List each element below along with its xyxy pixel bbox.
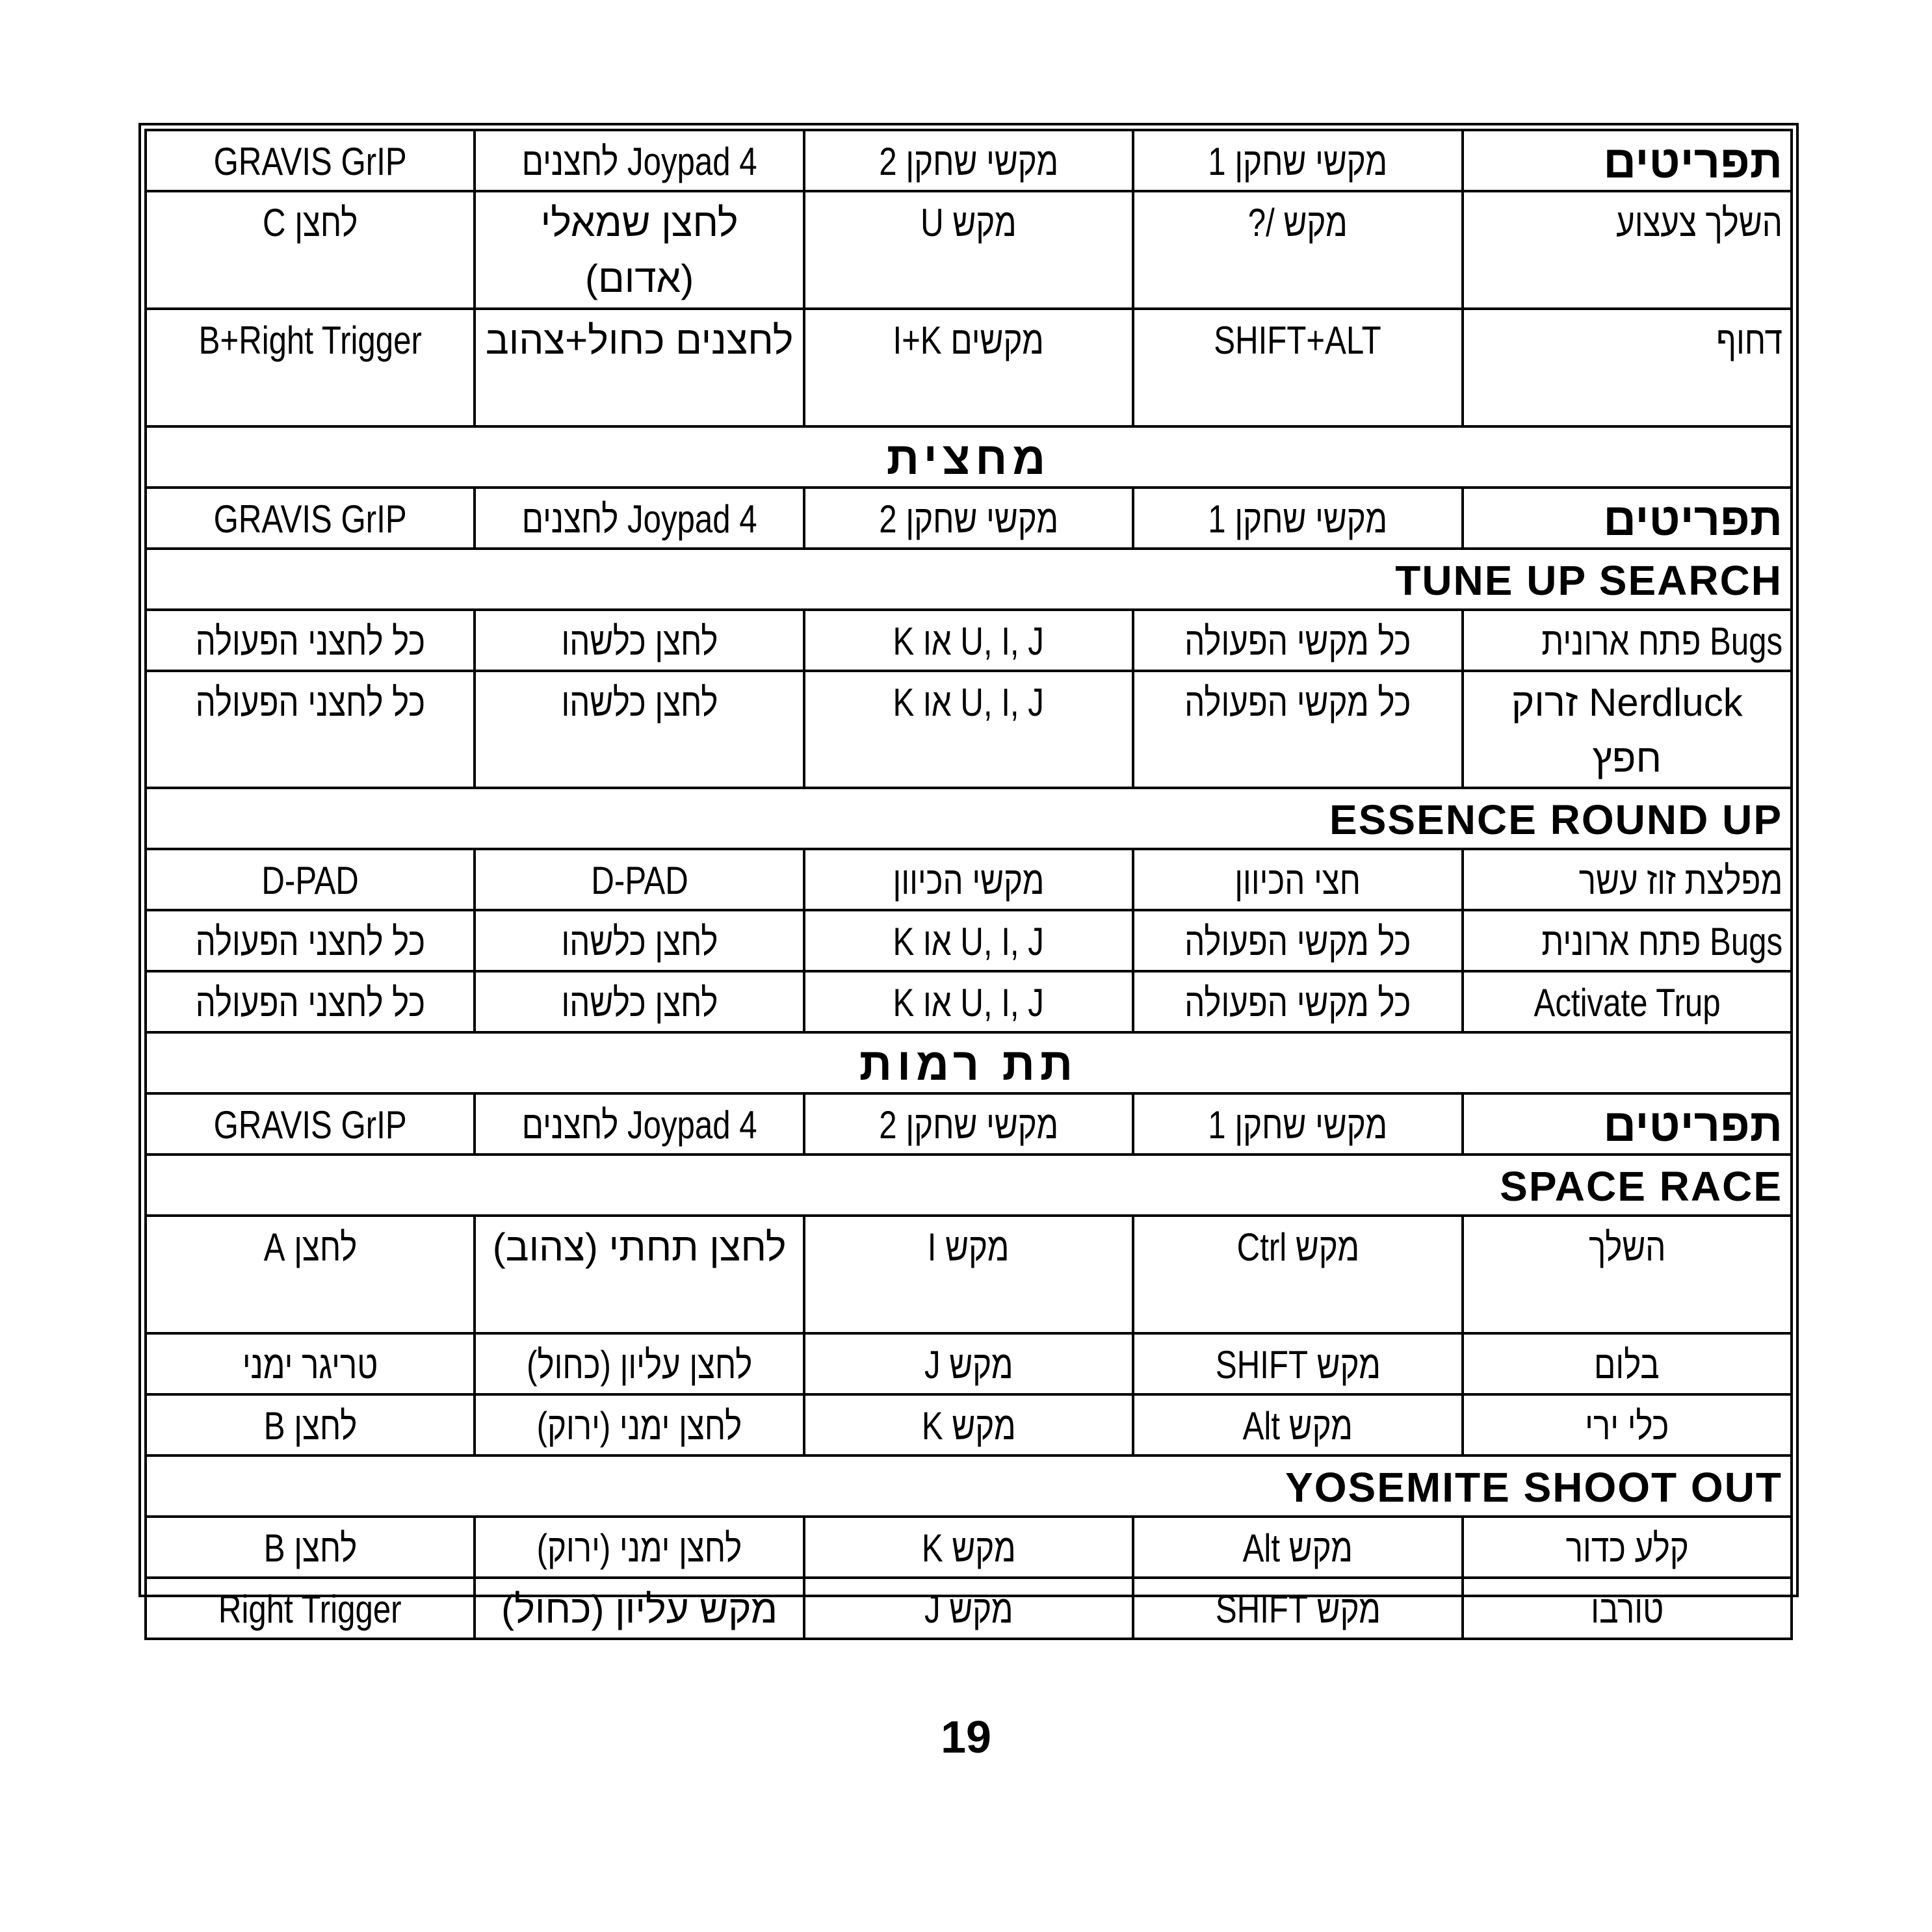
header-item: תפריטים: [1463, 1093, 1792, 1155]
cell-gravis: B+Right Trigger: [146, 309, 475, 426]
header-player1: מקשי שחקן 1: [1133, 488, 1462, 549]
cell-player1: כל מקשי הפעולה: [1133, 971, 1462, 1032]
cell-player2: מקש K: [804, 1394, 1133, 1456]
cell-player2: מקשי הכיוון: [804, 849, 1133, 910]
header-item: תפריטים: [1463, 488, 1792, 549]
cell-joypad: לחצן ימני (ירוק): [475, 1517, 803, 1578]
cell-item: Nerdluck זרוק חפץ: [1463, 671, 1792, 788]
table-row: [146, 1216, 1792, 1333]
cell-player2: U, I, J או K: [804, 910, 1133, 971]
cell-player2: מקש K: [804, 1517, 1133, 1578]
cell-player2: מקש U: [804, 191, 1133, 309]
cell-gravis: לחצן A: [146, 1216, 475, 1333]
cell-joypad: לחצן תחתי (צהוב): [475, 1216, 803, 1333]
table-row: [146, 671, 1792, 788]
cell-player2: מקש J: [804, 1333, 1133, 1394]
header-joypad: Joypad 4 לחצנים: [475, 1093, 803, 1155]
cell-player2: מקש I: [804, 1216, 1133, 1333]
section-heading-halftime: מחצית: [146, 426, 1792, 488]
cell-player1: כל מקשי הפעולה: [1133, 910, 1462, 971]
header-joypad: Joypad 4 לחצנים: [475, 488, 803, 549]
cell-gravis: לחצן C: [146, 191, 475, 309]
cell-player2: מקש J: [804, 1578, 1133, 1639]
cell-gravis: לחצן B: [146, 1394, 475, 1456]
table-row: [146, 191, 1792, 309]
cell-player1: כל מקשי הפעולה: [1133, 671, 1462, 788]
cell-player1: מקש SHIFT: [1133, 1578, 1462, 1639]
section-heading-sublevels: תת רמות: [146, 1032, 1792, 1093]
cell-player2: מקשים I+K: [804, 309, 1133, 426]
controls-table-frame: [138, 123, 1799, 1631]
header-player2: מקשי שחקן 2: [804, 1093, 1133, 1155]
cell-gravis: D-PAD: [146, 849, 475, 910]
controls-table: [144, 129, 1793, 1640]
header-player2: מקשי שחקן 2: [804, 488, 1133, 549]
header-joypad: Joypad 4 לחצנים: [475, 130, 803, 191]
cell-item: קלע כדור: [1463, 1517, 1792, 1578]
cell-joypad: לחצן כלשהו: [475, 910, 803, 971]
cell-joypad: D-PAD: [475, 849, 803, 910]
cell-item: Bugs פתח ארונית: [1463, 910, 1792, 971]
cell-player1: חצי הכיוון: [1133, 849, 1462, 910]
section-heading-tune-up-search: TUNE UP SEARCH: [146, 549, 1792, 610]
cell-joypad: לחצן ימני (ירוק): [475, 1394, 803, 1456]
cell-joypad: לחצן עליון (כחול): [475, 1333, 803, 1394]
cell-player1: מקש Ctrl: [1133, 1216, 1462, 1333]
cell-gravis: Right Trigger: [146, 1578, 475, 1639]
section-heading-space-race: SPACE RACE: [146, 1155, 1792, 1216]
table-row: [146, 1333, 1792, 1394]
table-row: [146, 1517, 1792, 1578]
section-heading-yosemite-shoot-out: YOSEMITE SHOOT OUT: [146, 1456, 1792, 1517]
section-heading-essence-round-up: ESSENCE ROUND UP: [146, 788, 1792, 849]
cell-gravis: כל לחצני הפעולה: [146, 610, 475, 671]
cell-joypad: לחצן שמאלי (אדום): [475, 191, 803, 309]
section-row: [146, 1456, 1792, 1517]
header-player1: מקשי שחקן 1: [1133, 1093, 1462, 1155]
header-player1: מקשי שחקן 1: [1133, 130, 1462, 191]
header-gravis: GRAVIS GrIP: [146, 1093, 475, 1155]
table-row: [146, 309, 1792, 426]
cell-gravis: טריגר ימני: [146, 1333, 475, 1394]
cell-joypad: לחצן כלשהו: [475, 971, 803, 1032]
cell-item: השלך: [1463, 1216, 1792, 1333]
cell-player1: מקש /?: [1133, 191, 1462, 309]
cell-player1: מקש Alt: [1133, 1517, 1462, 1578]
section-row: [146, 788, 1792, 849]
table-row: [146, 910, 1792, 971]
table-header-row: [146, 488, 1792, 549]
cell-item: טורבו: [1463, 1578, 1792, 1639]
cell-player1: מקש SHIFT: [1133, 1333, 1462, 1394]
cell-gravis: כל לחצני הפעולה: [146, 671, 475, 788]
cell-joypad: מקש עליון (כחול): [475, 1578, 803, 1639]
cell-item: השלך צעצוע: [1463, 191, 1792, 309]
cell-item: מפלצת זוז עשר: [1463, 849, 1792, 910]
cell-player1: SHIFT+ALT: [1133, 309, 1462, 426]
cell-player2: U, I, J או K: [804, 610, 1133, 671]
table-row: [146, 1394, 1792, 1456]
header-gravis: GRAVIS GrIP: [146, 130, 475, 191]
section-row: [146, 426, 1792, 488]
cell-player1: מקש Alt: [1133, 1394, 1462, 1456]
cell-gravis: כל לחצני הפעולה: [146, 971, 475, 1032]
cell-player2: U, I, J או K: [804, 671, 1133, 788]
cell-player2: U, I, J או K: [804, 971, 1133, 1032]
page-number: 19: [941, 1712, 991, 1762]
header-item: תפריטים: [1463, 130, 1792, 191]
header-player2: מקשי שחקן 2: [804, 130, 1133, 191]
table-header-row: [146, 130, 1792, 191]
cell-item: בלום: [1463, 1333, 1792, 1394]
table-header-row: [146, 1093, 1792, 1155]
table-row: [146, 610, 1792, 671]
section-row: [146, 1155, 1792, 1216]
table-row: [146, 849, 1792, 910]
cell-joypad: לחצן כלשהו: [475, 610, 803, 671]
cell-item: דחוף: [1463, 309, 1792, 426]
cell-gravis: כל לחצני הפעולה: [146, 910, 475, 971]
table-row: [146, 1578, 1792, 1639]
table-row: [146, 971, 1792, 1032]
cell-gravis: לחצן B: [146, 1517, 475, 1578]
cell-item: Activate Trup: [1463, 971, 1792, 1032]
cell-item: כלי ירי: [1463, 1394, 1792, 1456]
header-gravis: GRAVIS GrIP: [146, 488, 475, 549]
section-row: [146, 1032, 1792, 1093]
cell-player1: כל מקשי הפעולה: [1133, 610, 1462, 671]
cell-joypad: לחצן כלשהו: [475, 671, 803, 788]
section-row: [146, 549, 1792, 610]
cell-joypad: לחצנים כחול+צהוב: [475, 309, 803, 426]
cell-item: Bugs פתח ארונית: [1463, 610, 1792, 671]
